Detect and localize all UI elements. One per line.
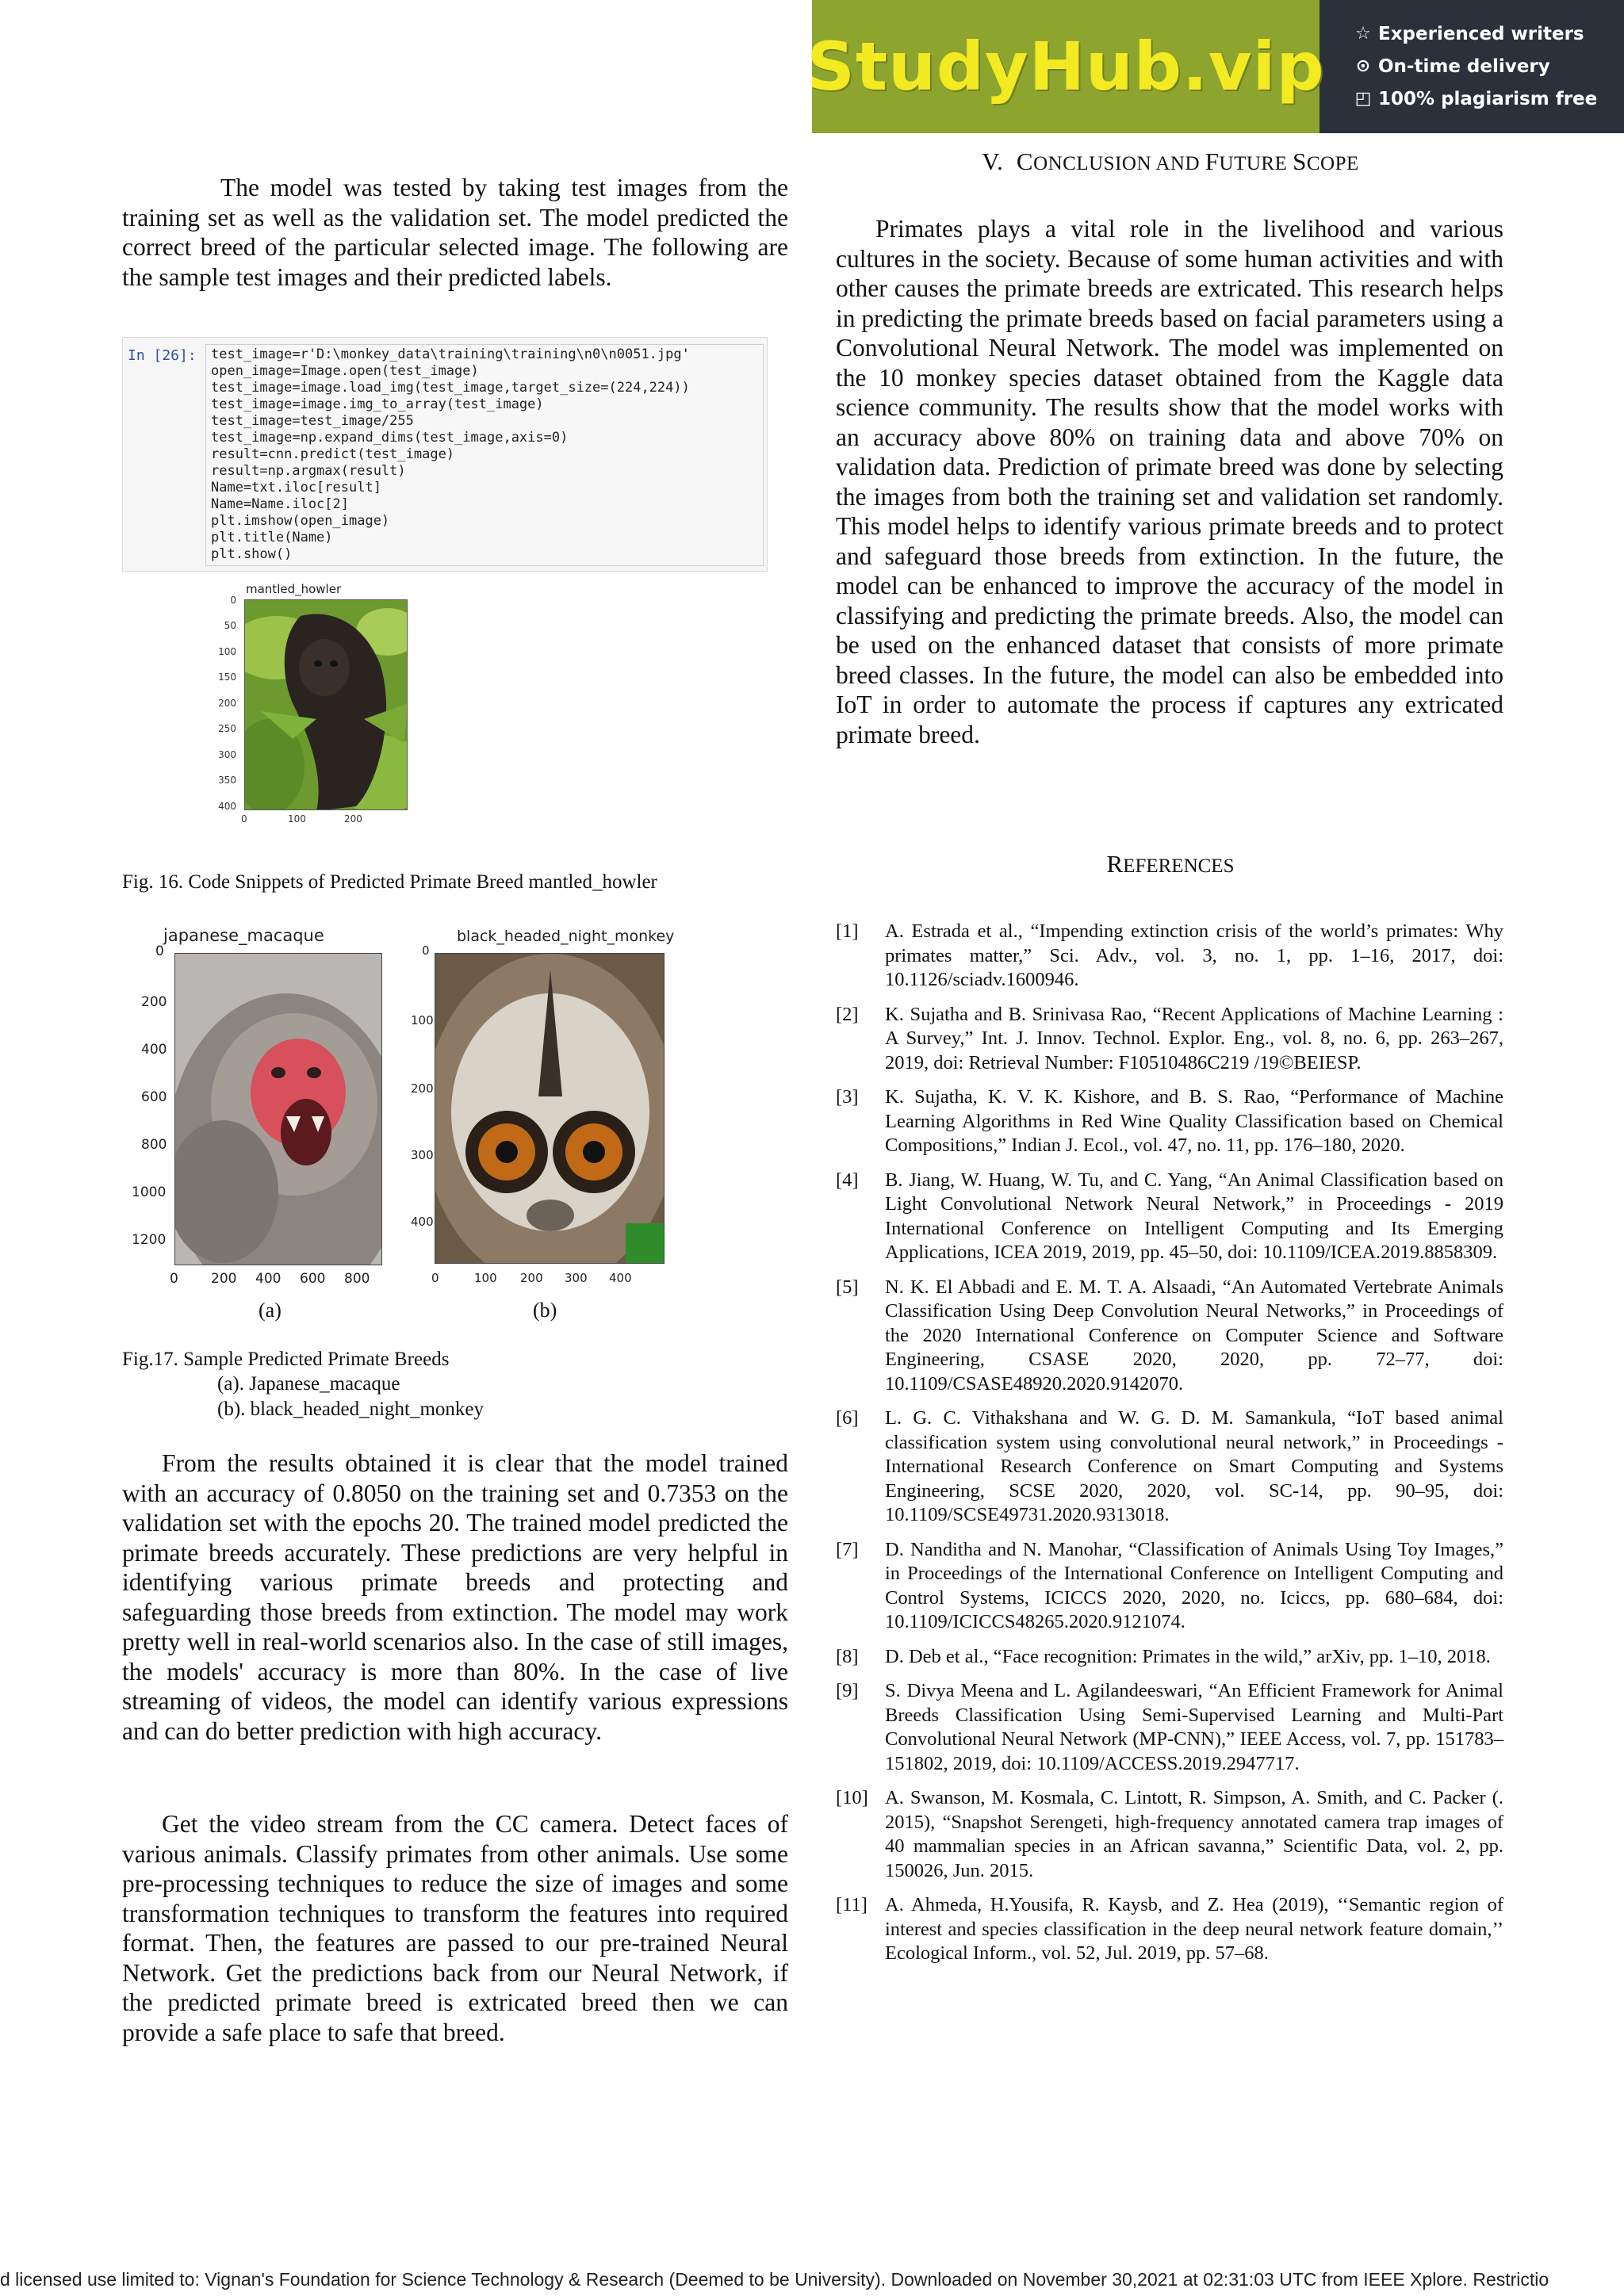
fig17-caption-line2: (a). Japanese_macaque	[217, 1373, 400, 1395]
reference-number: [5]	[836, 1276, 859, 1298]
fig17-caption-line3: (b). black_headed_night_monkey	[217, 1399, 485, 1420]
section-number: V.	[982, 147, 1004, 175]
references-list	[836, 920, 1503, 1976]
reference-text: A. Ahmeda, H.Yousifa, R. Kaysb, and Z. Hea (2019), ‘‘Semantic region of interest and species classification in the deep neural network feature domain,’’ Ecological Inform., vol. 52, Jul. 2019, pp. 57–68.	[885, 1894, 1503, 1964]
reference-text: S. Divya Meena and L. Agilandeeswari, “An Efficient Framework for Animal Breeds Classification Using Semi-Supervised Learning and Multi-Part Convolutional Neural Network (MP-CNN),” IEEE Access, vol. 7, pp. 151783–151802, 2019, doi: 10.1109/ACCESS.2019.2947717.	[885, 1680, 1503, 1774]
y-tick: 200	[218, 698, 236, 709]
video-text: Get the video stream from the CC camera. Detect faces of various animals. Classify primates from other animals. Use some pre-processing techniques to reduce the size of images and some transformation techniques to transform the features into required format. Then, the features are passed to our pre-trained Neural Network. Get the predictions back from our Neural Network, if the predicted primate breed is extricated breed then we can provide a safe place to safe that breed.	[122, 1810, 788, 2046]
x-tick: 400	[609, 1271, 632, 1285]
reference-number: [3]	[836, 1086, 859, 1108]
fig16-plot	[208, 579, 414, 832]
reference-number: [9]	[836, 1680, 859, 1701]
x-tick: 0	[241, 813, 247, 825]
y-tick: 350	[218, 775, 236, 786]
title-part: S	[1293, 147, 1307, 175]
reference-text: L. G. C. Vithakshana and W. G. D. M. Samankula, “IoT based animal classification system using convolutional neural network,” in Proceedings - International Research Conference on Smart Computing and Systems Engineering, SCSE 2020, 2020, vol. SC-14, pp. 90–95, doi: 10.1109/SCSE49731.2020.9313018.	[885, 1407, 1503, 1525]
reference-number: [2]	[836, 1003, 859, 1025]
code-line: test_image=image.img_to_array(test_image)	[211, 396, 544, 412]
fig17-caption-line1: Fig.17. Sample Predicted Primate Breeds	[122, 1349, 450, 1370]
x-tick: 100	[288, 813, 306, 825]
reference-text: A. Swanson, M. Kosmala, C. Lintott, R. Simpson, A. Smith, and C. Packer (. 2015), “Snapshot Serengeti, high-frequency annotated camera trap images of 40 mammalian species in an African savanna,” Scientific Data, vol. 2, pp. 150026, Jun. 2015.	[885, 1787, 1503, 1881]
reference-item	[836, 1406, 1503, 1528]
title-part: UTURE	[1219, 153, 1293, 174]
reference-number: [1]	[836, 920, 859, 942]
y-tick: 600	[141, 1089, 167, 1105]
reference-number: [6]	[836, 1407, 859, 1429]
studyhub-logo[interactable]	[806, 0, 1325, 133]
code-line: open_image=Image.open(test_image)	[211, 363, 479, 379]
y-tick: 400	[411, 1215, 434, 1229]
y-tick: 300	[218, 749, 236, 760]
mantled-howler-image	[244, 599, 408, 810]
y-tick: 200	[141, 994, 167, 1010]
reference-item	[836, 1276, 1503, 1397]
code-line: test_image=np.expand_dims(test_image,axis=0)	[211, 430, 569, 446]
y-tick: 200	[411, 1081, 434, 1096]
feature-experienced-writers	[1353, 17, 1614, 50]
feature-on-time-delivery	[1353, 50, 1614, 82]
reference-text: B. Jiang, W. Huang, W. Tu, and C. Yang, “An Animal Classification based on Light Convolutional Network Neural Network,” in Proceedings - 2019 International Conference on Intelligent Computing and Its Emerging Applications, ICEA 2019, 2019, pp. 45–50, doi: 10.1109/ICEA.2019.8858309.	[885, 1169, 1503, 1263]
x-tick: 100	[474, 1271, 497, 1285]
feature-label: On-time delivery	[1378, 55, 1550, 77]
section-heading	[837, 147, 1503, 176]
x-tick: 200	[344, 813, 362, 825]
code-line: plt.title(Name)	[211, 530, 333, 545]
reference-text: A. Estrada et al., “Impending extinction crisis of the world’s primates: Why primates matter,” Sci. Adv., vol. 3, no. 1, pp. 1–16, 2017, doi: 10.1126/sciadv.1600946.	[885, 920, 1503, 990]
plot-title-b: black_headed_night_monkey	[457, 928, 675, 945]
x-tick: 200	[211, 1271, 237, 1287]
code-line: plt.show()	[211, 546, 293, 562]
reference-item	[836, 1169, 1503, 1265]
title-part: F	[1205, 147, 1220, 175]
code-line: test_image=r'D:\monkey_data\training\training\n0\n0051.jpg'	[211, 346, 690, 362]
studyhub-banner[interactable]	[806, 0, 1624, 133]
reference-text: D. Nanditha and N. Manohar, “Classification of Animals Using Toy Images,” in Proceedings of the International Conference on Intelligent Computing and Control Systems, ICICCS 2020, 2020, no. Iciccs, pp. 680–684, doi: 10.1109/ICICCS48265.2020.9121074.	[885, 1538, 1503, 1632]
video-paragraph	[122, 1809, 788, 2047]
plot-title-a: japanese_macaque	[163, 926, 324, 945]
y-tick: 100	[218, 646, 236, 657]
black-headed-night-monkey-image	[435, 953, 665, 1264]
code-line: Name=txt.iloc[result]	[211, 480, 381, 496]
feature-plagiarism-free	[1353, 82, 1614, 115]
title-part: C	[1016, 147, 1034, 175]
reference-number: [7]	[836, 1538, 859, 1560]
code-line: result=cnn.predict(test_image)	[211, 446, 455, 462]
y-tick: 0	[230, 595, 236, 606]
y-tick: 1000	[132, 1184, 167, 1200]
reference-number: [10]	[836, 1787, 868, 1808]
code-line: Name=Name.iloc[2]	[211, 496, 349, 512]
title-part: EFERENCES	[1123, 855, 1235, 877]
y-tick: 800	[141, 1137, 167, 1153]
results-paragraph	[122, 1448, 788, 1746]
x-tick: 300	[565, 1271, 588, 1285]
reference-item	[836, 1679, 1503, 1776]
reference-item	[836, 1538, 1503, 1635]
subfigure-label-a: (a)	[259, 1299, 282, 1322]
code-cell	[122, 337, 768, 572]
y-tick: 150	[218, 672, 236, 683]
x-tick: 0	[170, 1271, 178, 1287]
japanese-macaque-image	[174, 953, 382, 1265]
y-tick: 250	[218, 723, 236, 734]
reference-number: [4]	[836, 1169, 859, 1191]
code-line: test_image=test_image/255	[211, 413, 414, 429]
reference-text: N. K. El Abbadi and E. M. T. A. Alsaadi, “An Automated Vertebrate Animals Classification Using Deep Convolution Neural Networks,” in Proceedings of the 2020 International Conference on Computer Science and Software Engineering, CSASE 2020, 2020, pp. 72–77, doi: 10.1109/CSASE48920.2020.9142070.	[885, 1276, 1503, 1395]
references-heading	[837, 850, 1503, 878]
code-block	[205, 344, 764, 566]
title-part: COPE	[1306, 153, 1359, 174]
fig16-caption: Fig. 16. Code Snippets of Predicted Primate Breed mantled_howler	[122, 871, 657, 893]
y-tick: 1200	[132, 1232, 167, 1248]
x-tick: 0	[431, 1271, 439, 1285]
reference-item	[836, 1003, 1503, 1076]
y-tick: 50	[224, 620, 236, 631]
y-tick: 100	[411, 1013, 434, 1027]
banner-features	[1353, 17, 1614, 115]
clock-icon: ⊙	[1355, 56, 1371, 76]
x-tick: 600	[300, 1271, 326, 1287]
code-line: result=np.argmax(result)	[211, 463, 406, 479]
y-tick: 400	[141, 1042, 167, 1058]
y-tick: 0	[155, 943, 164, 959]
star-icon: ☆	[1355, 24, 1371, 44]
reference-item	[836, 1786, 1503, 1883]
reference-text: K. Sujatha and B. Srinivasa Rao, “Recent Applications of Machine Learning : A Survey,” Int. J. Innov. Technol. Explor. Eng., vol. 8, no. 6, pp. 263–267, 2019, doi: Retrieval Number: F10510486C219 /19©BEIESP.	[885, 1003, 1503, 1073]
reference-item	[836, 1085, 1503, 1158]
y-tick: 300	[411, 1148, 434, 1162]
reference-item	[836, 920, 1503, 993]
code-line: test_image=image.load_img(test_image,target_size=(224,224))	[211, 380, 690, 396]
document-check-icon: ◰	[1354, 89, 1372, 109]
y-tick: 0	[422, 943, 430, 958]
feature-label: Experienced writers	[1378, 23, 1584, 44]
intro-paragraph	[122, 173, 788, 292]
reference-item	[836, 1893, 1503, 1966]
x-tick: 800	[344, 1271, 370, 1287]
conclusion-text: Primates plays a vital role in the livelihood and various cultures in the society. Because of some human activities and with other causes the primate breeds are extricated. This research helps in predicting the primate breeds based on facial parameters using a Convolutional Neural Network. The model was implemented on the 10 monkey species dataset obtained from the Kaggle data science community. The results show that the model works with an accuracy above 80% on training data and above 70% on validation data. Prediction of primate breed was done by selecting the images from both the training set and validation set randomly. This model helps to identify various primate breeds and to protect and safeguard those breeds from extinction. In the future, the model can be enhanced to improve the accuracy of the model in classifying and predicting the primate breeds. Also, the model can be used on the enhanced dataset that consists of more primate breed classes. In the future, the model can also be embedded into IoT in order to automate the process if captures any extricated primate breed.	[836, 215, 1503, 748]
x-tick: 200	[520, 1271, 543, 1285]
code-line: plt.imshow(open_image)	[211, 513, 390, 529]
subfigure-label-b: (b)	[533, 1299, 557, 1322]
feature-label: 100% plagiarism free	[1378, 88, 1598, 109]
code-prompt: In [26]:	[128, 347, 197, 364]
logo-text: StudyHub.vip	[806, 28, 1325, 105]
y-tick: 400	[218, 801, 236, 812]
reference-number: [8]	[836, 1645, 859, 1667]
ieee-license-footer: d licensed use limited to: Vignan's Foundation for Science Technology & Research (Deemed to be University). Downloaded on November 30,2021 at 02:31:03 UTC from IEEE Xplore. Restrictio	[0, 2269, 1549, 2290]
reference-text: K. Sujatha, K. V. K. Kishore, and B. S. Rao, “Performance of Machine Learning Algorithms in Red Wine Quality Classification based on Chemical Compositions,” Indian J. Ecol., vol. 47, no. 11, pp. 176–180, 2020.	[885, 1086, 1503, 1156]
reference-item	[836, 1645, 1503, 1670]
reference-number: [11]	[836, 1894, 868, 1915]
title-part: R	[1106, 850, 1124, 878]
title-part: ONCLUSION AND	[1033, 153, 1205, 174]
reference-text: D. Deb et al., “Face recognition: Primates in the wild,” arXiv, pp. 1–10, 2018.	[885, 1645, 1491, 1667]
x-tick: 400	[255, 1271, 282, 1287]
plot-title: mantled_howler	[246, 582, 342, 596]
intro-text: The model was tested by taking test images from the training set as well as the validation set. The model predicted the correct breed of the particular selected image. The following are the sample test images and their predicted labels.	[122, 174, 788, 291]
conclusion-paragraph	[836, 214, 1503, 749]
results-text: From the results obtained it is clear that the model trained with an accuracy of 0.8050 on the training set and 0.7353 on the validation set with the epochs 20. The trained model predicted the primate breeds accurately. These predictions are very helpful in identifying various primate breeds and protecting and safeguarding those breeds from extinction. The model may work pretty well in real-world scenarios also. In the case of still images, the models' accuracy is more than 80%. In the case of live streaming of videos, the model can identify various expressions and can do better prediction with high accuracy.	[122, 1449, 788, 1745]
